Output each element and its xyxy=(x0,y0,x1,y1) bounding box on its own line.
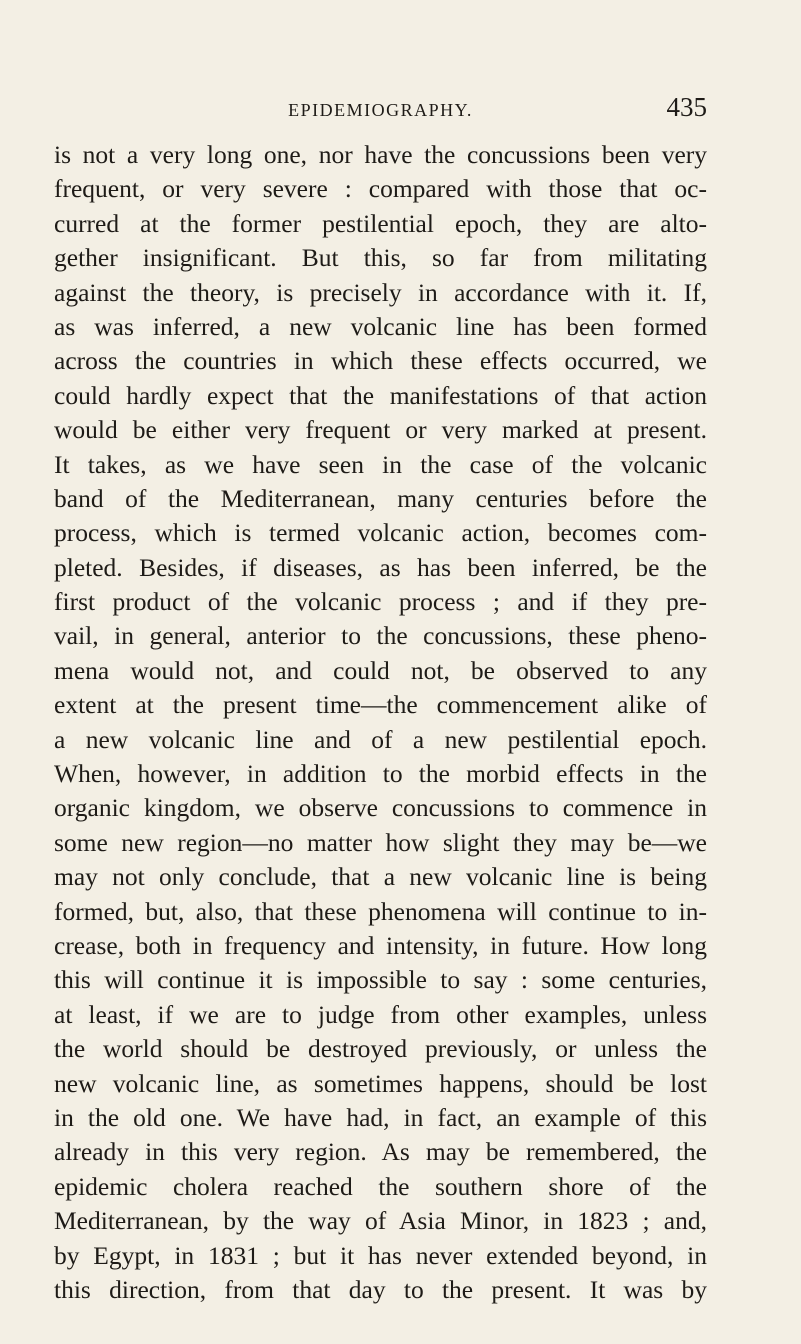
text-line: across the countries in which these effects occurred, we xyxy=(54,346,707,376)
text-line: process, which is termed volcanic action, becomes com- xyxy=(54,518,707,548)
text-line: already in this very region. As may be remembered, the xyxy=(54,1137,707,1167)
text-line: organic kingdom, we observe concussions to commence in xyxy=(54,793,707,823)
text-line: new volcanic line, as sometimes happens, should be lost xyxy=(54,1068,707,1098)
text-line: pleted. Besides, if diseases, as has been inferred, be the xyxy=(54,552,707,582)
body-text xyxy=(54,138,707,1307)
running-title: EPIDEMIOGRAPHY. xyxy=(288,100,473,120)
text-line: gether insignificant. But this, so far from militating xyxy=(54,243,707,273)
text-line: a new volcanic line and of a new pestilential epoch. xyxy=(54,724,707,754)
text-line: frequent, or very severe : compared with those that oc- xyxy=(54,174,707,204)
text-line: this will continue it is impossible to say : some centuries, xyxy=(54,965,707,995)
text-line: at least, if we are to judge from other examples, unless xyxy=(54,999,707,1029)
text-line: vail, in general, anterior to the concussions, these pheno- xyxy=(54,621,707,651)
text-line: formed, but, also, that these phenomena will continue to in- xyxy=(54,896,707,926)
text-line: curred at the former pestilential epoch, they are alto- xyxy=(54,208,707,238)
text-line: some new region—no matter how slight they may be—we xyxy=(54,827,707,857)
text-line: against the theory, is precisely in accordance with it. If, xyxy=(54,277,707,307)
text-line: would be either very frequent or very marked at present. xyxy=(54,415,707,445)
text-line: is not a very long one, nor have the concussions been very xyxy=(54,140,707,169)
text-line: in the old one. We have had, in fact, an example of this xyxy=(54,1102,707,1132)
text-line: the world should be destroyed previously, or unless the xyxy=(54,1034,707,1064)
text-line: as was inferred, a new volcanic line has been formed xyxy=(54,311,707,341)
text-line: When, however, in addition to the morbid effects in the xyxy=(54,759,707,789)
text-line: could hardly expect that the manifestations of that action xyxy=(54,380,707,410)
text-line: may not only conclude, that a new volcanic line is being xyxy=(54,862,707,892)
text-line: extent at the present time—the commencement alike of xyxy=(54,690,707,720)
text-line: epidemic cholera reached the southern shore of the xyxy=(54,1171,707,1201)
text-line: by Egypt, in 1831 ; but it has never extended beyond, in xyxy=(54,1240,707,1270)
text-line: first product of the volcanic process ; and if they pre- xyxy=(54,587,707,617)
text-line: crease, both in frequency and intensity, in future. How long xyxy=(54,930,707,960)
text-line: band of the Mediterranean, many centuries before the xyxy=(54,483,707,513)
page-number: 435 xyxy=(666,92,707,122)
running-head xyxy=(54,92,707,128)
text-line: mena would not, and could not, be observed to any xyxy=(54,655,707,685)
text-line: Mediterranean, by the way of Asia Minor, in 1823 ; and, xyxy=(54,1206,707,1236)
text-line: It takes, as we have seen in the case of the volcanic xyxy=(54,449,707,479)
text-line: this direction, from that day to the present. It was by xyxy=(54,1274,707,1304)
